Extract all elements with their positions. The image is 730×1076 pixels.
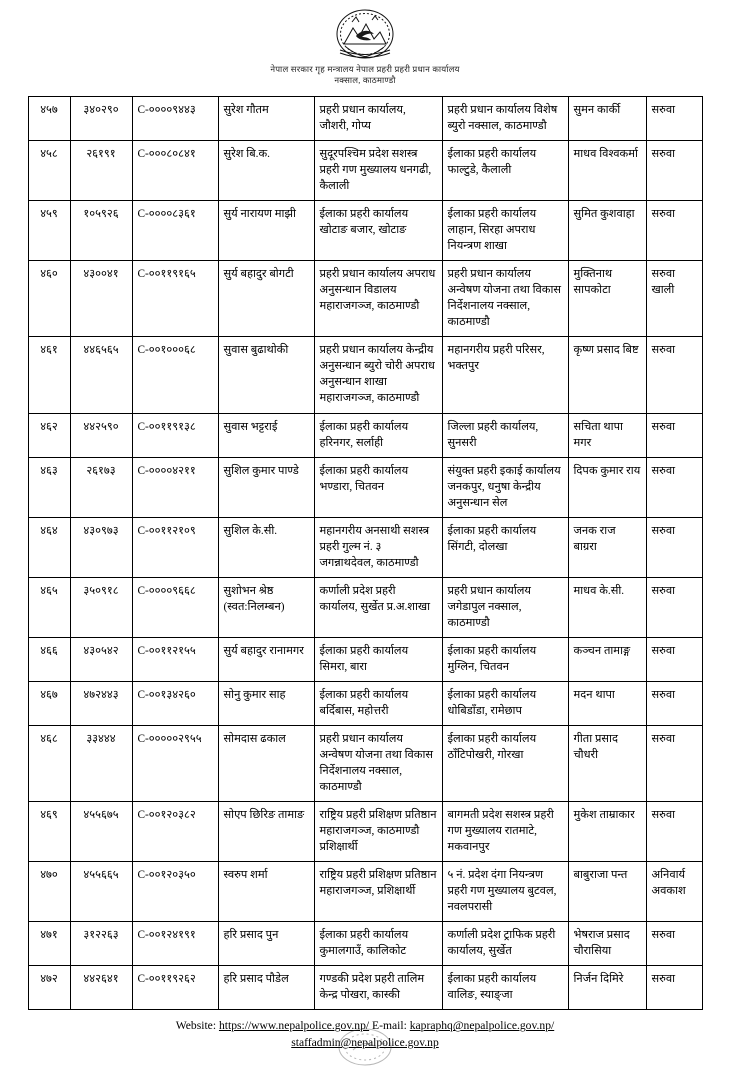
- cell-id-number: C-००११२१५५: [132, 637, 218, 681]
- cell-id-number: C-००१२०३८२: [132, 802, 218, 862]
- cell-id-number: C-००००४२११: [132, 457, 218, 517]
- cell-current-office: सुदूरपश्चिम प्रदेश सशस्त्र प्रहरी गण मुख्यालय धनगढी, कैलाली: [314, 141, 442, 201]
- cell-rank-number: ४३०५४२: [70, 637, 132, 681]
- table-body: [28, 97, 702, 1010]
- cell-id-number: C-००००८३६१: [132, 201, 218, 261]
- cell-name: सुरेश गौतम: [218, 97, 314, 141]
- cell-current-office: ईलाका प्रहरी कार्यालय भण्डारा, चितवन: [314, 457, 442, 517]
- cell-new-office: ईलाका प्रहरी कार्यालय धोबिडाँडा, रामेछाप: [442, 681, 568, 725]
- cell-name: सोनु कुमार साह: [218, 681, 314, 725]
- cell-new-office: ईलाका प्रहरी कार्यालय मुग्लिन, चितवन: [442, 637, 568, 681]
- cell-name: सुशिल के.सी.: [218, 517, 314, 577]
- cell-rank-number: ४४२५९०: [70, 413, 132, 457]
- cell-rank-number: ४७२४४३: [70, 681, 132, 725]
- cell-current-office: प्रहरी प्रधान कार्यालय अन्वेषण योजना तथा विकास निर्देशनालय नक्साल, काठमाण्डौ: [314, 725, 442, 801]
- cell-remark: सरुवा: [646, 577, 702, 637]
- cell-rank-number: ४३०९७३: [70, 517, 132, 577]
- cell-remark: सरुवा: [646, 337, 702, 413]
- cell-new-office: प्रहरी प्रधान कार्यालय विशेष ब्युरो नक्साल, काठमाण्डौ: [442, 97, 568, 141]
- cell-id-number: C-००११९१६५: [132, 261, 218, 337]
- cell-new-office: महानगरीय प्रहरी परिसर, भक्तपुर: [442, 337, 568, 413]
- table-row: [28, 862, 702, 922]
- table-row: [28, 922, 702, 966]
- cell-new-office: ईलाका प्रहरी कार्यालय सिंगटी, दोलखा: [442, 517, 568, 577]
- table-row: [28, 413, 702, 457]
- cell-id-number: C-००११९१३८: [132, 413, 218, 457]
- cell-replacement: बाबुराजा पन्त: [568, 862, 646, 922]
- cell-id-number: C-००११९२६२: [132, 966, 218, 1010]
- cell-replacement: गीता प्रसाद चौधरी: [568, 725, 646, 801]
- emblem-caption: नेपाल सरकार गृह मन्त्रालय नेपाल प्रहरी प्रहरी प्रधान कार्यालय नक्साल, काठमाण्डौ: [270, 64, 460, 85]
- cell-rank-number: ४५५६६५: [70, 862, 132, 922]
- cell-replacement: माधव विश्वकर्मा: [568, 141, 646, 201]
- cell-replacement: कृष्ण प्रसाद बिष्ट: [568, 337, 646, 413]
- cell-rank-number: २६१९१: [70, 141, 132, 201]
- cell-id-number: C-०००००२९५५: [132, 725, 218, 801]
- table-row: [28, 637, 702, 681]
- cell-replacement: कञ्चन तामाङ्ग: [568, 637, 646, 681]
- table-row: [28, 337, 702, 413]
- cell-name: सोमदास ढकाल: [218, 725, 314, 801]
- cell-remark: अनिवार्य अवकाश: [646, 862, 702, 922]
- table-row: [28, 517, 702, 577]
- cell-remark: सरुवा: [646, 725, 702, 801]
- cell-name: सुवास बुढाथोकी: [218, 337, 314, 413]
- cell-new-office: जिल्ला प्रहरी कार्यालय, सुनसरी: [442, 413, 568, 457]
- table-row: [28, 681, 702, 725]
- cell-name: सुवास भट्टराई: [218, 413, 314, 457]
- cell-id-number: C-००११२१०९: [132, 517, 218, 577]
- cell-remark: सरुवा: [646, 201, 702, 261]
- cell-serial: ४६९: [28, 802, 70, 862]
- cell-name: सुशिल कुमार पाण्डे: [218, 457, 314, 517]
- cell-serial: ४५९: [28, 201, 70, 261]
- cell-replacement: मुकेश ताम्राकार: [568, 802, 646, 862]
- cell-serial: ४६७: [28, 681, 70, 725]
- cell-remark: सरुवा खाली: [646, 261, 702, 337]
- cell-replacement: निर्जन दिमिरे: [568, 966, 646, 1010]
- footer-website-label: Website:: [175, 1019, 217, 1033]
- cell-current-office: कर्णाली प्रदेश प्रहरी कार्यालय, सुर्खेत प्र.अ.शाखा: [314, 577, 442, 637]
- cell-new-office: ईलाका प्रहरी कार्यालय वालिङ, स्याङ्जा: [442, 966, 568, 1010]
- cell-current-office: ईलाका प्रहरी कार्यालय हरिनगर, सर्लाही: [314, 413, 442, 457]
- table-row: [28, 261, 702, 337]
- cell-new-office: ईलाका प्रहरी कार्यालय फाल्टुडे, कैलाली: [442, 141, 568, 201]
- footer-email-label: E-mail:: [372, 1019, 407, 1033]
- footer-email-primary[interactable]: kapraphq@nepalpolice.gov.np/: [409, 1019, 555, 1033]
- cell-replacement: माधव के.सी.: [568, 577, 646, 637]
- cell-rank-number: ४४२६४१: [70, 966, 132, 1010]
- cell-serial: ४६५: [28, 577, 70, 637]
- cell-new-office: बागमती प्रदेश सशस्त्र प्रहरी गण मुख्यालय रातमाटे, मकवानपुर: [442, 802, 568, 862]
- cell-remark: सरुवा: [646, 966, 702, 1010]
- cell-remark: सरुवा: [646, 413, 702, 457]
- cell-serial: ४५८: [28, 141, 70, 201]
- cell-id-number: C-००१३४२६०: [132, 681, 218, 725]
- cell-rank-number: ३५०९१८: [70, 577, 132, 637]
- document-header: [0, 0, 730, 96]
- transfer-list-table: [28, 96, 703, 1010]
- cell-rank-number: २६१७३: [70, 457, 132, 517]
- cell-current-office: राष्ट्रिय प्रहरी प्रशिक्षण प्रतिष्ठान महाराजगञ्ज, प्रशिक्षार्थी: [314, 862, 442, 922]
- cell-current-office: राष्ट्रिय प्रहरी प्रशिक्षण प्रतिष्ठान महाराजगञ्ज, काठमाण्डौ प्रशिक्षार्थी: [314, 802, 442, 862]
- cell-name: स्वरुप शर्मा: [218, 862, 314, 922]
- cell-current-office: गण्डकी प्रदेश प्रहरी तालिम केन्द्र पोखरा, कास्की: [314, 966, 442, 1010]
- cell-replacement: सुमन कार्की: [568, 97, 646, 141]
- cell-serial: ४६६: [28, 637, 70, 681]
- cell-current-office: ईलाका प्रहरी कार्यालय कुमालगाउँ, कालिकोट: [314, 922, 442, 966]
- cell-replacement: भेषराज प्रसाद चौरासिया: [568, 922, 646, 966]
- cell-current-office: प्रहरी प्रधान कार्यालय, जौशरी, गोप्य: [314, 97, 442, 141]
- table-row: [28, 457, 702, 517]
- emblem-block: [0, 6, 730, 85]
- cell-new-office: प्रहरी प्रधान कार्यालय अन्वेषण योजना तथा विकास निर्देशनालय नक्साल, काठमाण्डौ: [442, 261, 568, 337]
- cell-remark: सरुवा: [646, 637, 702, 681]
- cell-serial: ४७०: [28, 862, 70, 922]
- cell-serial: ४६४: [28, 517, 70, 577]
- cell-current-office: ईलाका प्रहरी कार्यालय बर्दिबास, महोत्तरी: [314, 681, 442, 725]
- cell-rank-number: ३४०२९०: [70, 97, 132, 141]
- cell-current-office: महानगरीय अनसाथी सशस्त्र प्रहरी गुल्म नं. ३ जगन्नाथदेवल, काठमाण्डौ: [314, 517, 442, 577]
- cell-serial: ४५७: [28, 97, 70, 141]
- cell-serial: ४६८: [28, 725, 70, 801]
- cell-name: सुर्य बहादुर बोगटी: [218, 261, 314, 337]
- table-row: [28, 141, 702, 201]
- cell-id-number: C-००१०००६८: [132, 337, 218, 413]
- cell-serial: ४६१: [28, 337, 70, 413]
- cell-rank-number: ३३४४४: [70, 725, 132, 801]
- cell-remark: सरुवा: [646, 97, 702, 141]
- table-row: [28, 802, 702, 862]
- nepal-government-emblem-icon: [322, 6, 408, 68]
- cell-replacement: दिपक कुमार राय: [568, 457, 646, 517]
- cell-replacement: मदन थापा: [568, 681, 646, 725]
- footer-website-url[interactable]: https://www.nepalpolice.gov.np/: [218, 1019, 370, 1033]
- cell-id-number: C-००००९६६८: [132, 577, 218, 637]
- cell-new-office: ५ नं. प्रदेश दंगा नियन्त्रण प्रहरी गण मुख्यालय बुटवल, नवलपरासी: [442, 862, 568, 922]
- cell-remark: सरुवा: [646, 457, 702, 517]
- cell-new-office: कर्णाली प्रदेश ट्राफिक प्रहरी कार्यालय, सुर्खेत: [442, 922, 568, 966]
- cell-remark: सरुवा: [646, 802, 702, 862]
- cell-current-office: प्रहरी प्रधान कार्यालय अपराध अनुसन्धान विडालय महाराजगञ्ज, काठमाण्डौ: [314, 261, 442, 337]
- cell-replacement: सचिता थापा मगर: [568, 413, 646, 457]
- footer-email-secondary[interactable]: staffadmin@nepalpolice.gov.np: [291, 1036, 439, 1050]
- cell-name: सोएप छिरिङ तामाङ: [218, 802, 314, 862]
- cell-serial: ४६३: [28, 457, 70, 517]
- cell-current-office: ईलाका प्रहरी कार्यालय सिमरा, बारा: [314, 637, 442, 681]
- cell-name: सुर्य बहादुर रानामगर: [218, 637, 314, 681]
- cell-serial: ४७२: [28, 966, 70, 1010]
- cell-replacement: सुमित कुशवाहा: [568, 201, 646, 261]
- cell-replacement: मुक्तिनाथ सापकोटा: [568, 261, 646, 337]
- cell-new-office: प्रहरी प्रधान कार्यालय जगेडापुल नक्साल, काठमाण्डौ: [442, 577, 568, 637]
- document-footer: [0, 1018, 730, 1052]
- cell-rank-number: ३१२२६३: [70, 922, 132, 966]
- cell-remark: सरुवा: [646, 517, 702, 577]
- cell-id-number: C-०००८०८४१: [132, 141, 218, 201]
- cell-current-office: प्रहरी प्रधान कार्यालय केन्द्रीय अनुसन्धान ब्युरो चोरी अपराध अनुसन्धान शाखा महाराजगञ्ज, काठमाण्डौ: [314, 337, 442, 413]
- cell-rank-number: ४५५६७५: [70, 802, 132, 862]
- cell-replacement: जनक राज बाग्ररा: [568, 517, 646, 577]
- cell-rank-number: १०५९२६: [70, 201, 132, 261]
- table-row: [28, 577, 702, 637]
- table-row: [28, 725, 702, 801]
- cell-name: सुर्य नारायण माझी: [218, 201, 314, 261]
- cell-id-number: C-००१२४१९१: [132, 922, 218, 966]
- cell-name: सुशोभन श्रेष्ठ (स्वत:निलम्बन): [218, 577, 314, 637]
- cell-remark: सरुवा: [646, 922, 702, 966]
- table-row: [28, 201, 702, 261]
- cell-serial: ४६०: [28, 261, 70, 337]
- cell-serial: ४६२: [28, 413, 70, 457]
- cell-id-number: C-००००९४४३: [132, 97, 218, 141]
- cell-id-number: C-००१२०३५०: [132, 862, 218, 922]
- cell-name: हरि प्रसाद पुन: [218, 922, 314, 966]
- cell-serial: ४७१: [28, 922, 70, 966]
- cell-rank-number: ४४६५६५: [70, 337, 132, 413]
- cell-name: सुरेश बि.क.: [218, 141, 314, 201]
- table-row: [28, 966, 702, 1010]
- cell-new-office: ईलाका प्रहरी कार्यालय लाहान, सिरहा अपराध नियन्त्रण शाखा: [442, 201, 568, 261]
- cell-new-office: ईलाका प्रहरी कार्यालय ठाँटिपोखरी, गोरखा: [442, 725, 568, 801]
- cell-current-office: ईलाका प्रहरी कार्यालय खोटाङ बजार, खोटाङ: [314, 201, 442, 261]
- table-row: [28, 97, 702, 141]
- cell-new-office: संयुक्त प्रहरी इकाई कार्यालय जनकपुर, धनुषा केन्द्रीय अनुसन्धान सेल: [442, 457, 568, 517]
- cell-remark: सरुवा: [646, 681, 702, 725]
- cell-name: हरि प्रसाद पौडेल: [218, 966, 314, 1010]
- cell-remark: सरुवा: [646, 141, 702, 201]
- cell-rank-number: ४३००४१: [70, 261, 132, 337]
